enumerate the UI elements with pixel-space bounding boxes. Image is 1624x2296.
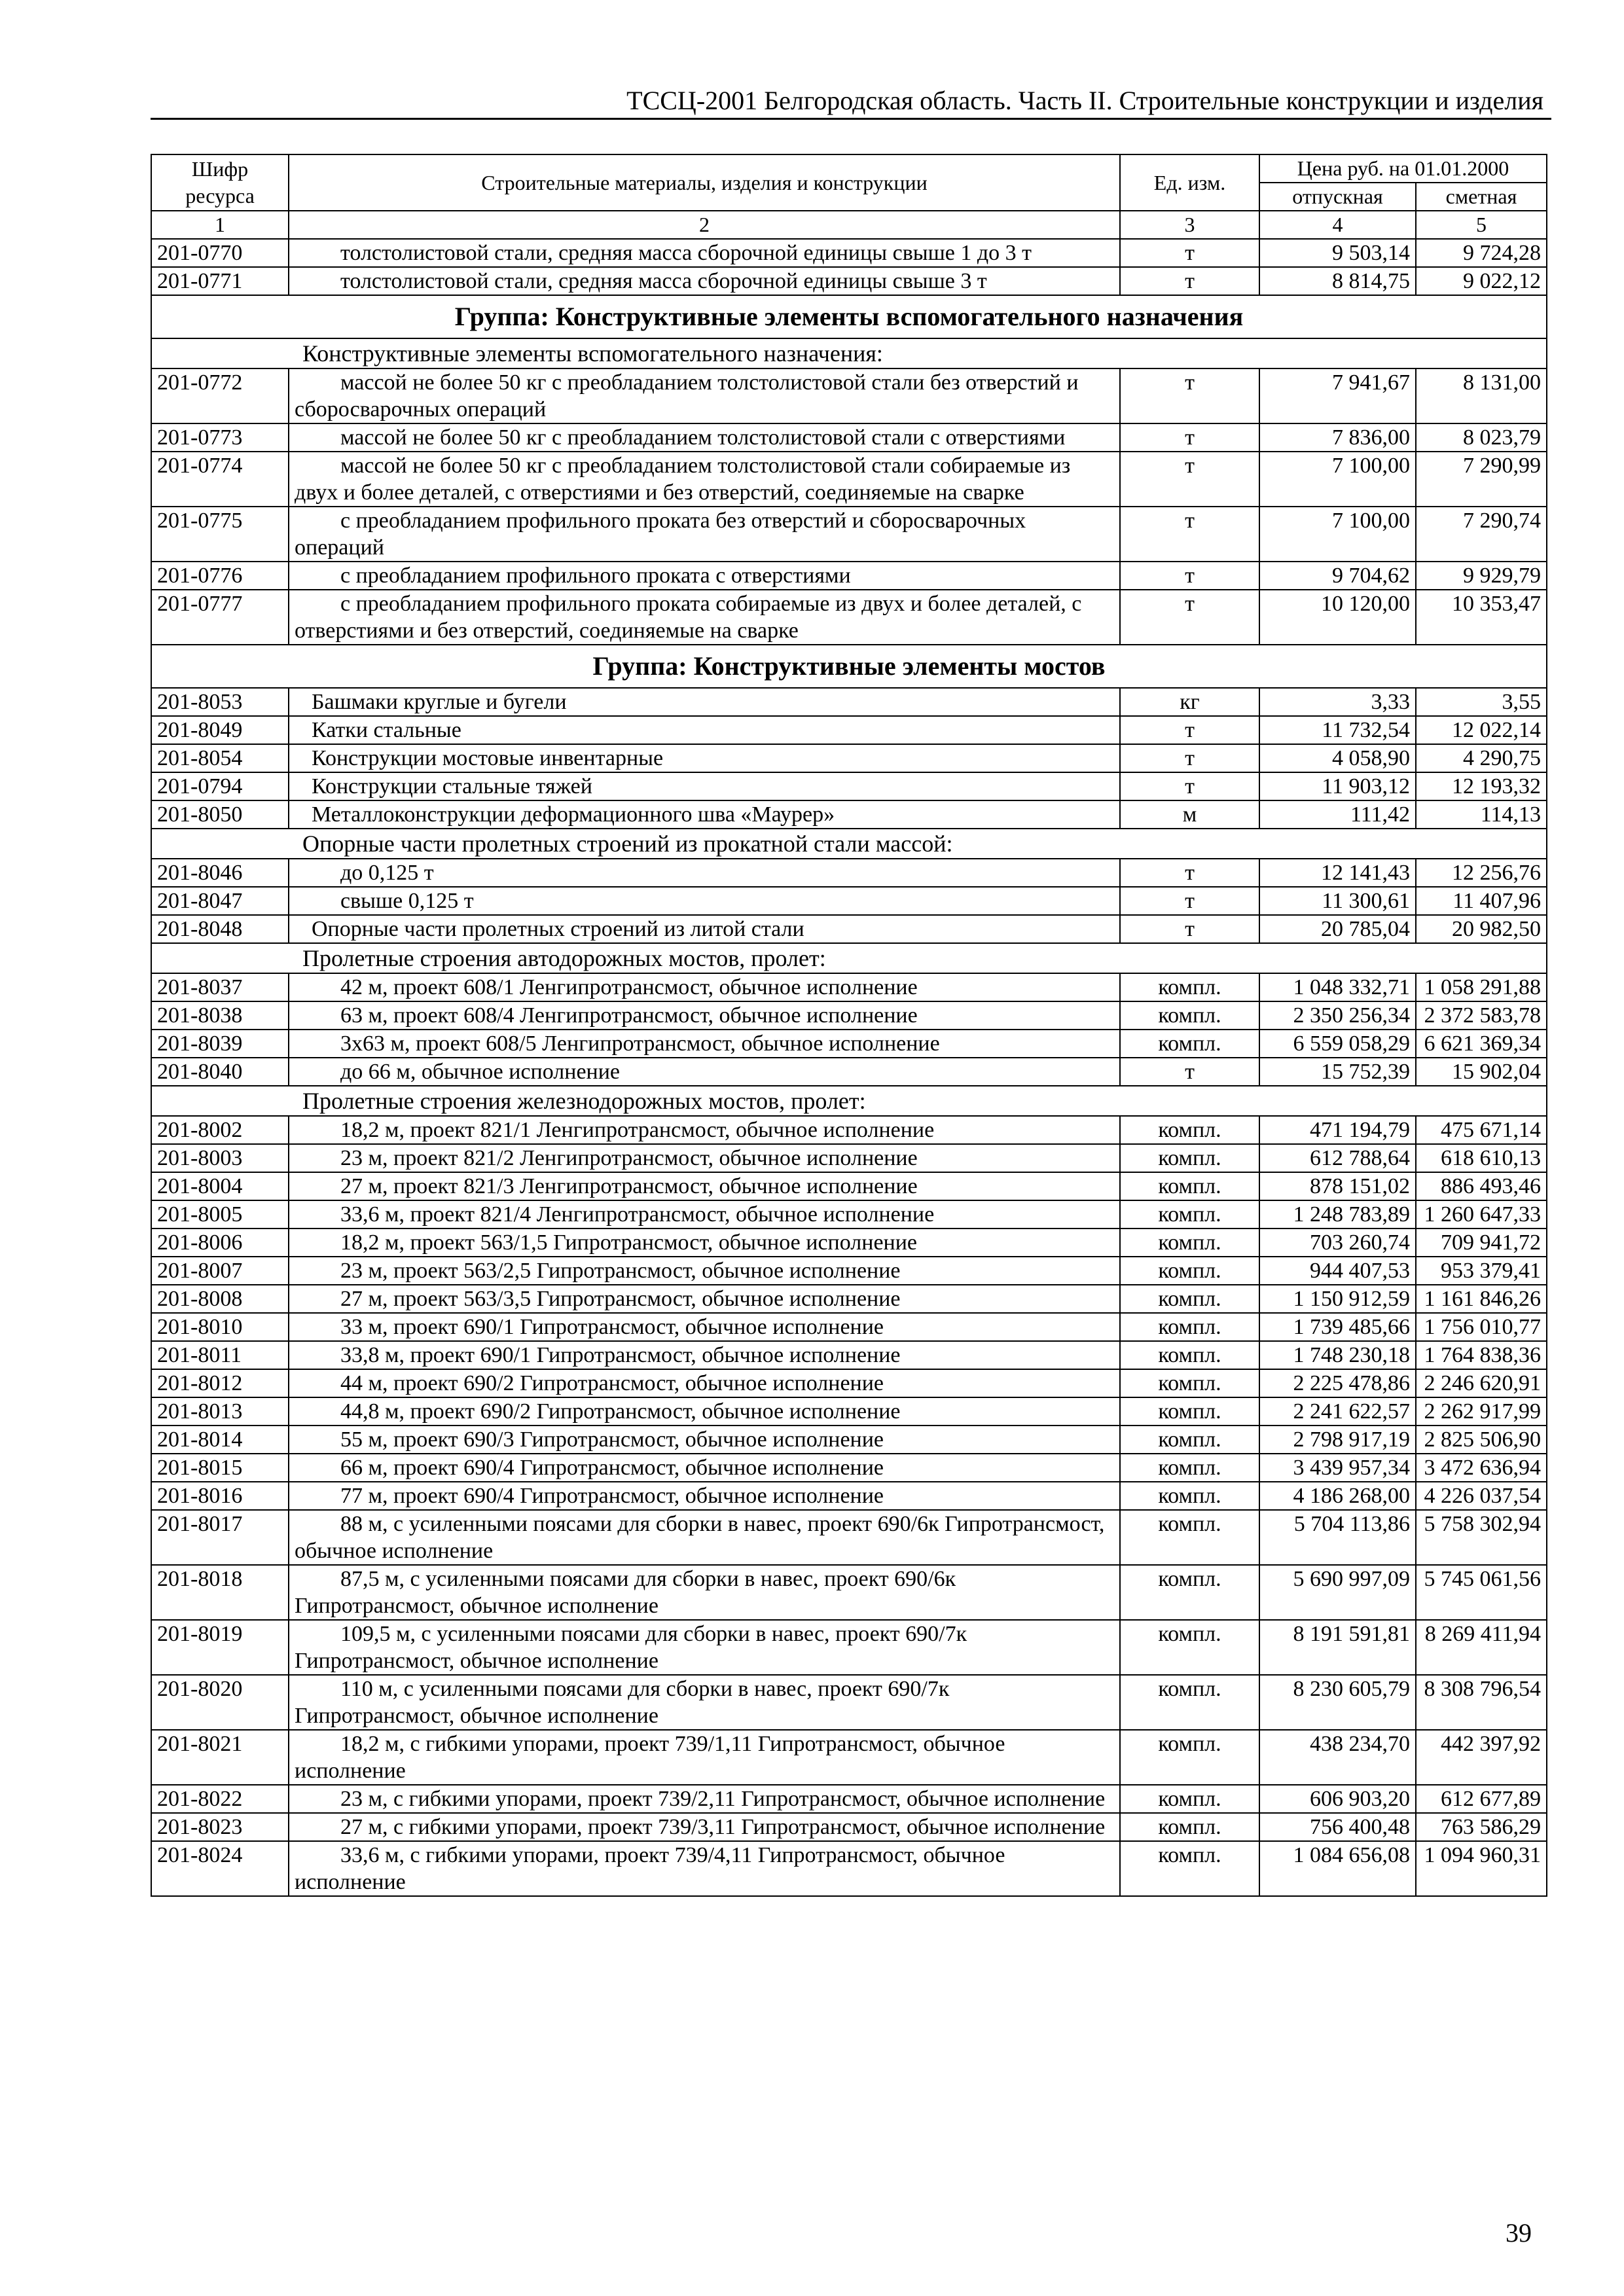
estimate-price: 2 825 506,90: [1416, 1426, 1547, 1454]
item-description: 3х63 м, проект 608/5 Ленгипротрансмост, обычное исполнение: [289, 1030, 1120, 1058]
unit-of-measure: т: [1120, 1058, 1259, 1086]
resource-code: 201-8039: [151, 1030, 289, 1058]
table-row: [151, 1030, 1547, 1058]
item-description: 87,5 м, с усиленными поясами для сборки в навес, проект 690/6к Гипротрансмост, обычное исполнение: [289, 1565, 1120, 1620]
release-price: 1 084 656,08: [1259, 1841, 1416, 1896]
item-description: 33,6 м, проект 821/4 Ленгипротрансмост, обычное исполнение: [289, 1200, 1120, 1229]
unit-of-measure: т: [1120, 590, 1259, 645]
resource-code: 201-0775: [151, 507, 289, 562]
resource-code: 201-8019: [151, 1620, 289, 1675]
item-description: 27 м, проект 821/3 Ленгипротрансмост, обычное исполнение: [289, 1172, 1120, 1200]
unit-of-measure: компл.: [1120, 1510, 1259, 1565]
table-row: [151, 368, 1547, 423]
release-price: 11 300,61: [1259, 887, 1416, 915]
estimate-price: 12 193,32: [1416, 772, 1547, 800]
resource-code: 201-8046: [151, 859, 289, 887]
table-row: [151, 452, 1547, 507]
item-description: с преобладанием профильного проката собираемые из двух и более деталей, с отверстиями и без отверстий, соединяемые на сварке: [289, 590, 1120, 645]
estimate-price: 1 756 010,77: [1416, 1313, 1547, 1341]
unit-of-measure: компл.: [1120, 1341, 1259, 1369]
table-row: [151, 1426, 1547, 1454]
unit-of-measure: компл.: [1120, 1675, 1259, 1730]
unit-of-measure: компл.: [1120, 1369, 1259, 1397]
resource-code: 201-8018: [151, 1565, 289, 1620]
estimate-price: 2 246 620,91: [1416, 1369, 1547, 1397]
estimate-price: 8 023,79: [1416, 423, 1547, 452]
item-description: с преобладанием профильного проката без отверстий и сборосварочных операций: [289, 507, 1120, 562]
unit-of-measure: компл.: [1120, 1620, 1259, 1675]
resource-code: 201-8049: [151, 716, 289, 744]
estimate-price: 8 269 411,94: [1416, 1620, 1547, 1675]
item-description: Башмаки круглые и бугели: [289, 688, 1120, 716]
table-row: [151, 562, 1547, 590]
item-description: 23 м, проект 821/2 Ленгипротрансмост, обычное исполнение: [289, 1144, 1120, 1172]
resource-code: 201-8002: [151, 1116, 289, 1144]
release-price: 7 836,00: [1259, 423, 1416, 452]
resource-code: 201-8007: [151, 1257, 289, 1285]
item-description: до 0,125 т: [289, 859, 1120, 887]
table-row: [151, 1369, 1547, 1397]
resource-code: 201-0794: [151, 772, 289, 800]
table-row: [151, 744, 1547, 772]
col-number-1: 1: [151, 211, 289, 239]
page-number: 39: [1506, 2218, 1532, 2248]
item-description: Конструкции стальные тяжей: [289, 772, 1120, 800]
unit-of-measure: т: [1120, 239, 1259, 267]
item-description: 27 м, с гибкими упорами, проект 739/3,11 Гипротрансмост, обычное исполнение: [289, 1813, 1120, 1841]
resource-code: 201-8040: [151, 1058, 289, 1086]
release-price: 1 248 783,89: [1259, 1200, 1416, 1229]
item-description: 88 м, с усиленными поясами для сборки в навес, проект 690/6к Гипротрансмост, обычное исполнение: [289, 1510, 1120, 1565]
table-row: [151, 507, 1547, 562]
unit-of-measure: т: [1120, 887, 1259, 915]
estimate-price: 4 290,75: [1416, 744, 1547, 772]
resource-code: 201-8022: [151, 1785, 289, 1813]
table-row: [151, 1001, 1547, 1030]
unit-of-measure: компл.: [1120, 1001, 1259, 1030]
release-price: 10 120,00: [1259, 590, 1416, 645]
release-price: 12 141,43: [1259, 859, 1416, 887]
release-price: 1 739 485,66: [1259, 1313, 1416, 1341]
resource-code: 201-8024: [151, 1841, 289, 1896]
estimate-price: 709 941,72: [1416, 1229, 1547, 1257]
resource-code: 201-8010: [151, 1313, 289, 1341]
release-price: 944 407,53: [1259, 1257, 1416, 1285]
unit-of-measure: компл.: [1120, 1285, 1259, 1313]
item-description: толстолистовой стали, средняя масса сборочной единицы свыше 1 до 3 т: [289, 239, 1120, 267]
estimate-price: 12 256,76: [1416, 859, 1547, 887]
resource-code: 201-0774: [151, 452, 289, 507]
unit-of-measure: компл.: [1120, 1454, 1259, 1482]
release-price: 11 903,12: [1259, 772, 1416, 800]
release-price: 471 194,79: [1259, 1116, 1416, 1144]
table-row: [151, 1058, 1547, 1086]
table-row: [151, 859, 1547, 887]
release-price: 5 690 997,09: [1259, 1565, 1416, 1620]
table-row: [151, 1144, 1547, 1172]
estimate-price: 1 094 960,31: [1416, 1841, 1547, 1896]
resource-code: 201-8011: [151, 1341, 289, 1369]
table-row: [151, 239, 1547, 267]
col-number-5: 5: [1416, 211, 1547, 239]
release-price: 11 732,54: [1259, 716, 1416, 744]
table-row: [151, 1200, 1547, 1229]
unit-of-measure: компл.: [1120, 1565, 1259, 1620]
estimate-price: 4 226 037,54: [1416, 1482, 1547, 1510]
item-description: 33 м, проект 690/1 Гипротрансмост, обычное исполнение: [289, 1313, 1120, 1341]
release-price: 2 225 478,86: [1259, 1369, 1416, 1397]
release-price: 1 048 332,71: [1259, 973, 1416, 1001]
item-description: 63 м, проект 608/4 Ленгипротрансмост, обычное исполнение: [289, 1001, 1120, 1030]
release-price: 1 748 230,18: [1259, 1341, 1416, 1369]
release-price: 1 150 912,59: [1259, 1285, 1416, 1313]
estimate-price: 1 764 838,36: [1416, 1341, 1547, 1369]
unit-of-measure: компл.: [1120, 1397, 1259, 1426]
resource-code: 201-8021: [151, 1730, 289, 1785]
estimate-price: 10 353,47: [1416, 590, 1547, 645]
subheading-row: [151, 338, 1547, 368]
resource-code: 201-8016: [151, 1482, 289, 1510]
estimate-price: 763 586,29: [1416, 1813, 1547, 1841]
unit-of-measure: компл.: [1120, 1116, 1259, 1144]
resource-code: 201-8053: [151, 688, 289, 716]
table-row: [151, 1730, 1547, 1785]
table-row: [151, 1285, 1547, 1313]
table-row: [151, 1172, 1547, 1200]
resource-code: 201-8054: [151, 744, 289, 772]
release-price: 3,33: [1259, 688, 1416, 716]
subheading-row: [151, 829, 1547, 859]
running-header: ТССЦ-2001 Белгородская область. Часть II. Строительные конструкции и изделия: [626, 86, 1543, 115]
estimate-price: 618 610,13: [1416, 1144, 1547, 1172]
item-description: 44,8 м, проект 690/2 Гипротрансмост, обычное исполнение: [289, 1397, 1120, 1426]
unit-of-measure: т: [1120, 772, 1259, 800]
release-price: 878 151,02: [1259, 1172, 1416, 1200]
unit-of-measure: компл.: [1120, 1813, 1259, 1841]
release-price: 9 503,14: [1259, 239, 1416, 267]
table-row: [151, 772, 1547, 800]
unit-of-measure: компл.: [1120, 1841, 1259, 1896]
estimate-price: 3 472 636,94: [1416, 1454, 1547, 1482]
estimate-price: 1 161 846,26: [1416, 1285, 1547, 1313]
header-rule: [151, 118, 1551, 120]
resource-code: 201-8050: [151, 800, 289, 829]
item-description: до 66 м, обычное исполнение: [289, 1058, 1120, 1086]
unit-of-measure: компл.: [1120, 1482, 1259, 1510]
group-heading-row: [151, 295, 1547, 338]
release-price: 5 704 113,86: [1259, 1510, 1416, 1565]
item-description: 33,6 м, с гибкими упорами, проект 739/4,11 Гипротрансмост, обычное исполнение: [289, 1841, 1120, 1896]
release-price: 4 058,90: [1259, 744, 1416, 772]
unit-of-measure: м: [1120, 800, 1259, 829]
group-heading: Группа: Конструктивные элементы вспомогательного назначения: [151, 295, 1547, 338]
resource-code: 201-0772: [151, 368, 289, 423]
col-header-code: Шифр ресурса: [151, 154, 289, 211]
resource-code: 201-8005: [151, 1200, 289, 1229]
resource-code: 201-8003: [151, 1144, 289, 1172]
col-header-unit: Ед. изм.: [1120, 154, 1259, 211]
table-row: [151, 1341, 1547, 1369]
item-description: Конструкции мостовые инвентарные: [289, 744, 1120, 772]
release-price: 8 230 605,79: [1259, 1675, 1416, 1730]
estimate-price: 1 058 291,88: [1416, 973, 1547, 1001]
unit-of-measure: т: [1120, 507, 1259, 562]
item-description: 33,8 м, проект 690/1 Гипротрансмост, обычное исполнение: [289, 1341, 1120, 1369]
subheading: Пролетные строения автодорожных мостов, пролет:: [151, 943, 1547, 973]
resource-code: 201-8038: [151, 1001, 289, 1030]
unit-of-measure: компл.: [1120, 1229, 1259, 1257]
unit-of-measure: т: [1120, 267, 1259, 295]
table-row: [151, 1257, 1547, 1285]
unit-of-measure: компл.: [1120, 1144, 1259, 1172]
resource-code: 201-8008: [151, 1285, 289, 1313]
item-description: 55 м, проект 690/3 Гипротрансмост, обычное исполнение: [289, 1426, 1120, 1454]
table-row: [151, 973, 1547, 1001]
table-row: [151, 267, 1547, 295]
estimate-price: 15 902,04: [1416, 1058, 1547, 1086]
unit-of-measure: т: [1120, 744, 1259, 772]
release-price: 3 439 957,34: [1259, 1454, 1416, 1482]
release-price: 7 100,00: [1259, 452, 1416, 507]
estimate-price: 2 262 917,99: [1416, 1397, 1547, 1426]
item-description: массой не более 50 кг с преобладанием толстолистовой стали с отверстиями: [289, 423, 1120, 452]
table-body: [151, 239, 1547, 1896]
unit-of-measure: компл.: [1120, 1785, 1259, 1813]
release-price: 2 241 622,57: [1259, 1397, 1416, 1426]
release-price: 6 559 058,29: [1259, 1030, 1416, 1058]
col-header-name: Строительные материалы, изделия и конструкции: [289, 154, 1120, 211]
resource-code: 201-8017: [151, 1510, 289, 1565]
estimate-price: 114,13: [1416, 800, 1547, 829]
resource-code: 201-0770: [151, 239, 289, 267]
table-row: [151, 1620, 1547, 1675]
release-price: 111,42: [1259, 800, 1416, 829]
price-table: [151, 154, 1547, 1897]
item-description: 18,2 м, с гибкими упорами, проект 739/1,11 Гипротрансмост, обычное исполнение: [289, 1730, 1120, 1785]
item-description: свыше 0,125 т: [289, 887, 1120, 915]
estimate-price: 2 372 583,78: [1416, 1001, 1547, 1030]
item-description: 66 м, проект 690/4 Гипротрансмост, обычное исполнение: [289, 1454, 1120, 1482]
resource-code: 201-8013: [151, 1397, 289, 1426]
resource-code: 201-8020: [151, 1675, 289, 1730]
resource-code: 201-8015: [151, 1454, 289, 1482]
estimate-price: 442 397,92: [1416, 1730, 1547, 1785]
resource-code: 201-8004: [151, 1172, 289, 1200]
col-header-estimate: сметная: [1416, 183, 1547, 211]
unit-of-measure: компл.: [1120, 1257, 1259, 1285]
unit-of-measure: компл.: [1120, 1313, 1259, 1341]
release-price: 703 260,74: [1259, 1229, 1416, 1257]
resource-code: 201-8047: [151, 887, 289, 915]
resource-code: 201-0771: [151, 267, 289, 295]
table-row: [151, 590, 1547, 645]
resource-code: 201-8048: [151, 915, 289, 943]
resource-code: 201-8006: [151, 1229, 289, 1257]
col-header-release: отпускная: [1259, 183, 1416, 211]
estimate-price: 9 929,79: [1416, 562, 1547, 590]
resource-code: 201-8014: [151, 1426, 289, 1454]
table-row: [151, 1813, 1547, 1841]
estimate-price: 7 290,99: [1416, 452, 1547, 507]
table-row: [151, 1841, 1547, 1896]
item-description: 110 м, с усиленными поясами для сборки в навес, проект 690/7к Гипротрансмост, обычное исполнение: [289, 1675, 1120, 1730]
item-description: 109,5 м, с усиленными поясами для сборки в навес, проект 690/7к Гипротрансмост, обычное исполнение: [289, 1620, 1120, 1675]
item-description: массой не более 50 кг с преобладанием толстолистовой стали собираемые из двух и более деталей, с отверстиями и без отверстий, соединяемые на сварке: [289, 452, 1120, 507]
item-description: 27 м, проект 563/3,5 Гипротрансмост, обычное исполнение: [289, 1285, 1120, 1313]
table-row: [151, 1565, 1547, 1620]
estimate-price: 9 022,12: [1416, 267, 1547, 295]
table-row: [151, 887, 1547, 915]
unit-of-measure: т: [1120, 859, 1259, 887]
release-price: 8 814,75: [1259, 267, 1416, 295]
table-header: [151, 154, 1547, 239]
item-description: с преобладанием профильного проката с отверстиями: [289, 562, 1120, 590]
item-description: толстолистовой стали, средняя масса сборочной единицы свыше 3 т: [289, 267, 1120, 295]
release-price: 15 752,39: [1259, 1058, 1416, 1086]
estimate-price: 20 982,50: [1416, 915, 1547, 943]
estimate-price: 11 407,96: [1416, 887, 1547, 915]
item-description: 18,2 м, проект 563/1,5 Гипротрансмост, обычное исполнение: [289, 1229, 1120, 1257]
subheading: Опорные части пролетных строений из прокатной стали массой:: [151, 829, 1547, 859]
col-number-3: 3: [1120, 211, 1259, 239]
subheading: Конструктивные элементы вспомогательного назначения:: [151, 338, 1547, 368]
resource-code: 201-8023: [151, 1813, 289, 1841]
table-row: [151, 1229, 1547, 1257]
table-row: [151, 915, 1547, 943]
item-description: 23 м, с гибкими упорами, проект 739/2,11 Гипротрансмост, обычное исполнение: [289, 1785, 1120, 1813]
unit-of-measure: компл.: [1120, 973, 1259, 1001]
resource-code: 201-0773: [151, 423, 289, 452]
table-row: [151, 716, 1547, 744]
release-price: 756 400,48: [1259, 1813, 1416, 1841]
estimate-price: 5 758 302,94: [1416, 1510, 1547, 1565]
unit-of-measure: т: [1120, 452, 1259, 507]
table-row: [151, 1785, 1547, 1813]
estimate-price: 953 379,41: [1416, 1257, 1547, 1285]
table-row: [151, 800, 1547, 829]
estimate-price: 475 671,14: [1416, 1116, 1547, 1144]
estimate-price: 5 745 061,56: [1416, 1565, 1547, 1620]
item-description: 42 м, проект 608/1 Ленгипротрансмост, обычное исполнение: [289, 973, 1120, 1001]
unit-of-measure: т: [1120, 562, 1259, 590]
estimate-price: 8 308 796,54: [1416, 1675, 1547, 1730]
release-price: 20 785,04: [1259, 915, 1416, 943]
estimate-price: 7 290,74: [1416, 507, 1547, 562]
unit-of-measure: кг: [1120, 688, 1259, 716]
group-heading-row: [151, 645, 1547, 688]
release-price: 8 191 591,81: [1259, 1620, 1416, 1675]
table-row: [151, 1454, 1547, 1482]
release-price: 2 350 256,34: [1259, 1001, 1416, 1030]
estimate-price: 1 260 647,33: [1416, 1200, 1547, 1229]
table-row: [151, 1510, 1547, 1565]
table-row: [151, 1675, 1547, 1730]
release-price: 612 788,64: [1259, 1144, 1416, 1172]
release-price: 606 903,20: [1259, 1785, 1416, 1813]
table-row: [151, 1397, 1547, 1426]
item-description: массой не более 50 кг с преобладанием толстолистовой стали без отверстий и сборосварочных операций: [289, 368, 1120, 423]
table-row: [151, 688, 1547, 716]
col-number-2: 2: [289, 211, 1120, 239]
unit-of-measure: компл.: [1120, 1172, 1259, 1200]
item-description: 77 м, проект 690/4 Гипротрансмост, обычное исполнение: [289, 1482, 1120, 1510]
unit-of-measure: компл.: [1120, 1200, 1259, 1229]
item-description: Катки стальные: [289, 716, 1120, 744]
table-row: [151, 1482, 1547, 1510]
release-price: 9 704,62: [1259, 562, 1416, 590]
estimate-price: 886 493,46: [1416, 1172, 1547, 1200]
estimate-price: 612 677,89: [1416, 1785, 1547, 1813]
item-description: 18,2 м, проект 821/1 Ленгипротрансмост, обычное исполнение: [289, 1116, 1120, 1144]
table-row: [151, 423, 1547, 452]
estimate-price: 12 022,14: [1416, 716, 1547, 744]
unit-of-measure: т: [1120, 368, 1259, 423]
unit-of-measure: т: [1120, 716, 1259, 744]
release-price: 7 941,67: [1259, 368, 1416, 423]
release-price: 7 100,00: [1259, 507, 1416, 562]
item-description: 44 м, проект 690/2 Гипротрансмост, обычное исполнение: [289, 1369, 1120, 1397]
estimate-price: 3,55: [1416, 688, 1547, 716]
group-heading: Группа: Конструктивные элементы мостов: [151, 645, 1547, 688]
table-row: [151, 1313, 1547, 1341]
table-row: [151, 1116, 1547, 1144]
unit-of-measure: компл.: [1120, 1030, 1259, 1058]
col-number-4: 4: [1259, 211, 1416, 239]
estimate-price: 9 724,28: [1416, 239, 1547, 267]
subheading: Пролетные строения железнодорожных мостов, пролет:: [151, 1086, 1547, 1116]
estimate-price: 6 621 369,34: [1416, 1030, 1547, 1058]
unit-of-measure: компл.: [1120, 1730, 1259, 1785]
col-header-price: Цена руб. на 01.01.2000: [1259, 154, 1547, 183]
resource-code: 201-8012: [151, 1369, 289, 1397]
subheading-row: [151, 1086, 1547, 1116]
resource-code: 201-0776: [151, 562, 289, 590]
release-price: 2 798 917,19: [1259, 1426, 1416, 1454]
estimate-price: 8 131,00: [1416, 368, 1547, 423]
unit-of-measure: компл.: [1120, 1426, 1259, 1454]
item-description: Металлоконструкции деформационного шва «Маурер»: [289, 800, 1120, 829]
resource-code: 201-0777: [151, 590, 289, 645]
release-price: 4 186 268,00: [1259, 1482, 1416, 1510]
release-price: 438 234,70: [1259, 1730, 1416, 1785]
item-description: 23 м, проект 563/2,5 Гипротрансмост, обычное исполнение: [289, 1257, 1120, 1285]
resource-code: 201-8037: [151, 973, 289, 1001]
unit-of-measure: т: [1120, 423, 1259, 452]
unit-of-measure: т: [1120, 915, 1259, 943]
item-description: Опорные части пролетных строений из литой стали: [289, 915, 1120, 943]
subheading-row: [151, 943, 1547, 973]
